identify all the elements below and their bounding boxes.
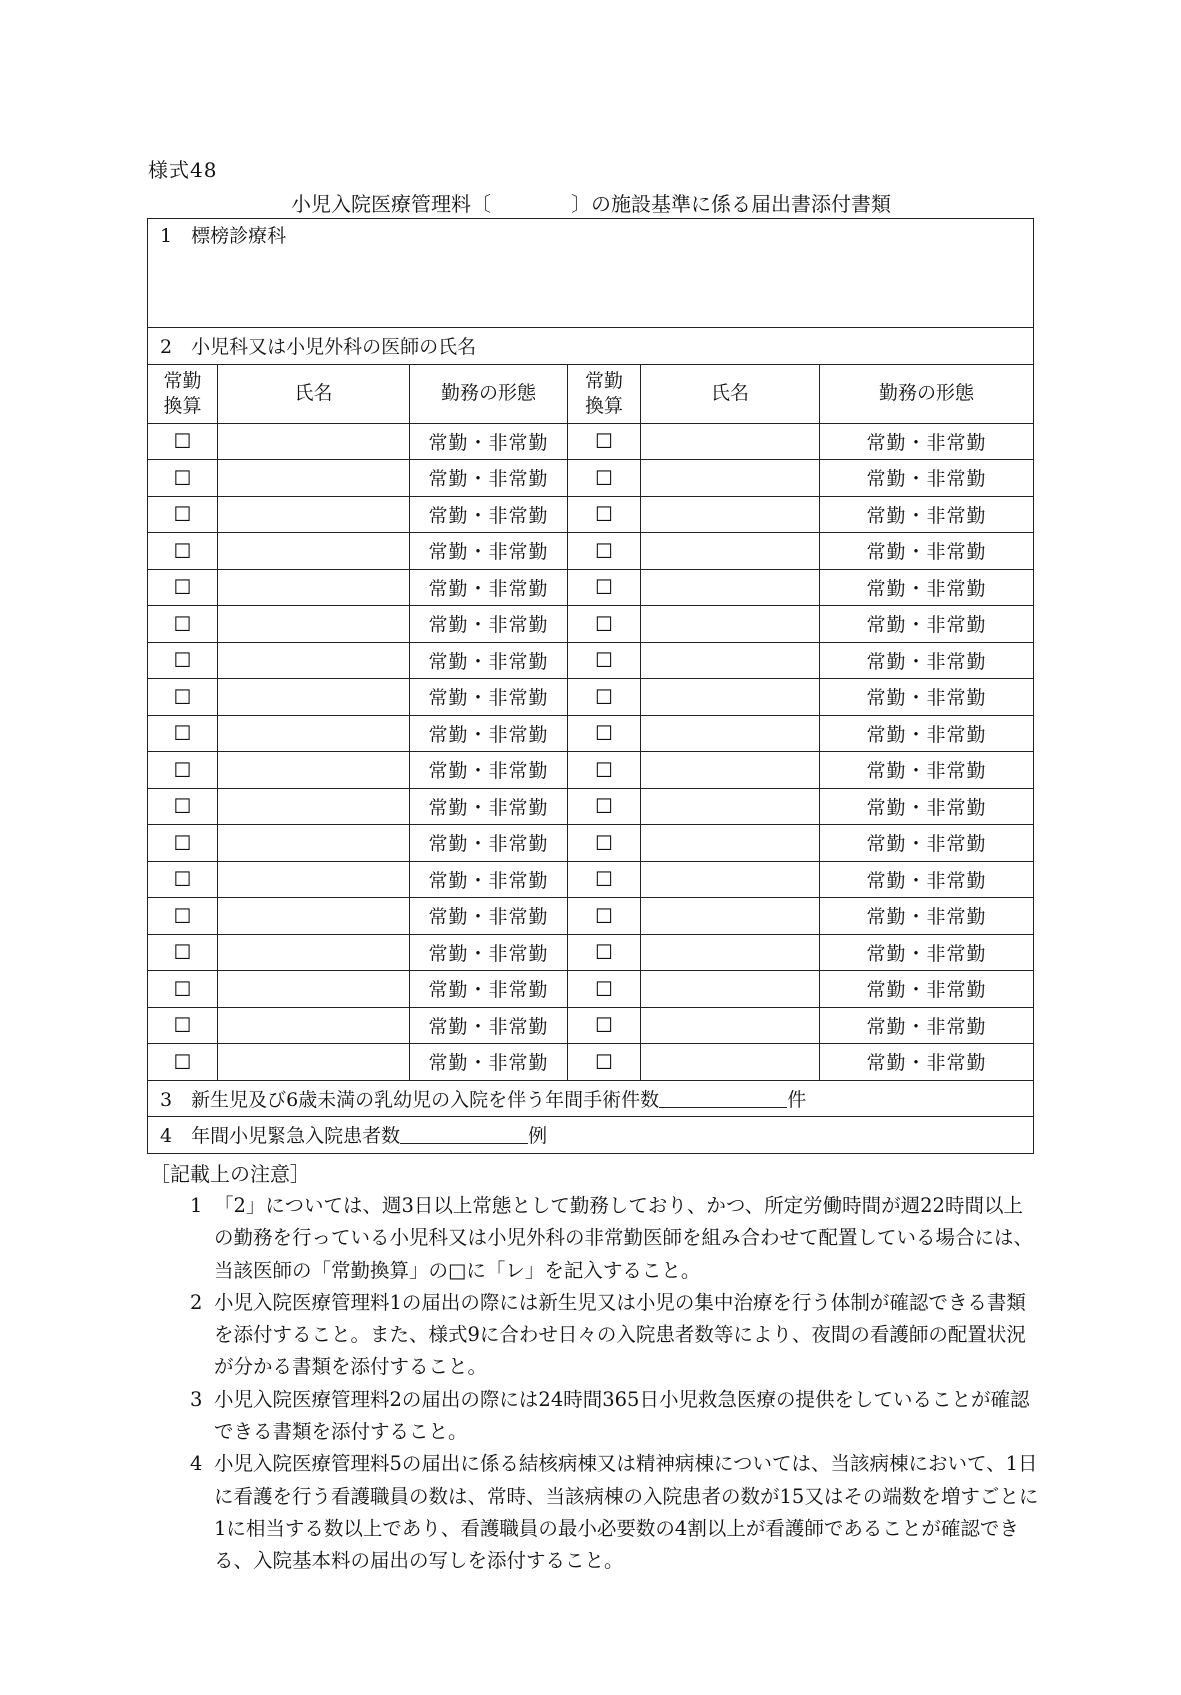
section-4-label: 4 年間小児緊急入院患者数 (160, 1125, 401, 1148)
doctor-name-cell[interactable] (218, 825, 410, 862)
conversion-checkbox[interactable]: ☐ (568, 825, 641, 862)
emergency-count-blank[interactable] (400, 1123, 528, 1144)
work-type-cell[interactable]: 常勤・非常勤 (410, 1044, 568, 1081)
conversion-checkbox[interactable]: ☐ (148, 825, 218, 862)
conversion-checkbox[interactable]: ☐ (568, 715, 641, 752)
conversion-checkbox[interactable]: ☐ (568, 533, 641, 570)
doctor-table-header (148, 364, 1034, 423)
doctor-name-cell[interactable] (218, 496, 410, 533)
document-title: 小児入院医療管理料〔 〕の施設基準に係る届出書添付書類 (291, 192, 891, 216)
work-type-cell[interactable]: 常勤・非常勤 (820, 423, 1034, 460)
conversion-checkbox[interactable]: ☐ (568, 971, 641, 1008)
note-text: 小児入院医療管理料1の届出の際には新生児又は小児の集中治療を行う体制が確認できる書類を添付すること。また、様式9に合わせ日々の入院患者数等により、夜間の看護師の配置状況が分かる書類を添付すること。 (214, 1290, 1026, 1379)
doctor-name-cell[interactable] (641, 861, 820, 898)
conversion-checkbox[interactable]: ☐ (568, 1044, 641, 1081)
work-type-cell[interactable]: 常勤・非常勤 (820, 715, 1034, 752)
conversion-checkbox[interactable]: ☐ (148, 569, 218, 606)
doctor-name-cell[interactable] (218, 642, 410, 679)
doctor-name-cell[interactable] (641, 934, 820, 971)
doctor-name-cell[interactable] (641, 898, 820, 935)
conversion-checkbox[interactable]: ☐ (148, 1007, 218, 1044)
conversion-checkbox[interactable]: ☐ (148, 460, 218, 497)
conversion-checkbox[interactable]: ☐ (568, 898, 641, 935)
conversion-checkbox[interactable]: ☐ (568, 460, 641, 497)
doctor-row (148, 898, 1034, 935)
doctor-row (148, 715, 1034, 752)
work-type-cell[interactable]: 常勤・非常勤 (820, 460, 1034, 497)
work-type-cell[interactable]: 常勤・非常勤 (820, 569, 1034, 606)
doctor-name-cell[interactable] (641, 606, 820, 643)
note-number: 2 (190, 1290, 203, 1314)
doctor-name-cell[interactable] (218, 752, 410, 789)
conversion-checkbox[interactable]: ☐ (568, 861, 641, 898)
conversion-checkbox[interactable]: ☐ (568, 496, 641, 533)
conversion-checkbox[interactable]: ☐ (568, 569, 641, 606)
section-3-label: 3 新生児及び6歳未満の乳幼児の入院を伴う年間手術件数 (160, 1088, 660, 1111)
doctor-row (148, 569, 1034, 606)
note-item (190, 1190, 1040, 1287)
doctor-name-cell[interactable] (218, 606, 410, 643)
form-number: 様式48 (148, 158, 218, 182)
conversion-checkbox[interactable]: ☐ (148, 752, 218, 789)
doctor-row (148, 460, 1034, 497)
work-type-cell[interactable]: 常勤・非常勤 (410, 460, 568, 497)
doctor-name-cell[interactable] (218, 1044, 410, 1081)
work-type-cell[interactable]: 常勤・非常勤 (410, 971, 568, 1008)
work-type-cell[interactable]: 常勤・非常勤 (410, 606, 568, 643)
doctor-name-cell[interactable] (641, 971, 820, 1008)
conversion-checkbox[interactable]: ☐ (148, 971, 218, 1008)
doctor-row (148, 825, 1034, 862)
conversion-checkbox[interactable]: ☐ (148, 423, 218, 460)
conversion-checkbox[interactable]: ☐ (568, 423, 641, 460)
doctor-name-cell[interactable] (218, 569, 410, 606)
work-type-cell[interactable]: 常勤・非常勤 (820, 1007, 1034, 1044)
work-type-cell[interactable]: 常勤・非常勤 (820, 934, 1034, 971)
note-item (190, 1287, 1040, 1384)
conversion-checkbox[interactable]: ☐ (148, 788, 218, 825)
doctor-name-cell[interactable] (218, 861, 410, 898)
doctor-row (148, 1007, 1034, 1044)
notes-heading: ［記載上の注意］ (150, 1162, 310, 1186)
doctor-row (148, 861, 1034, 898)
doctor-name-cell[interactable] (218, 898, 410, 935)
note-text: 小児入院医療管理料2の届出の際には24時間365日小児救急医療の提供をしていることが確認できる書類を添付すること。 (214, 1387, 1030, 1444)
name-header: 氏名 (218, 364, 410, 423)
conversion-checkbox[interactable]: ☐ (148, 606, 218, 643)
conversion-checkbox[interactable]: ☐ (568, 606, 641, 643)
doctor-name-cell[interactable] (641, 533, 820, 570)
section-1-label: 1 標榜診療科 (160, 225, 287, 247)
notes-list (190, 1190, 1040, 1578)
section-3-row (148, 1080, 1034, 1117)
work-type-cell[interactable]: 常勤・非常勤 (410, 752, 568, 789)
note-number: 4 (190, 1452, 203, 1476)
work-type-header-right: 勤務の形態 (820, 364, 1034, 423)
doctor-name-cell[interactable] (218, 971, 410, 1008)
conversion-checkbox[interactable]: ☐ (568, 752, 641, 789)
work-type-cell[interactable]: 常勤・非常勤 (410, 861, 568, 898)
doctor-row (148, 752, 1034, 789)
doctor-name-cell[interactable] (641, 825, 820, 862)
doctor-row (148, 1044, 1034, 1081)
conversion-checkbox[interactable]: ☐ (148, 1044, 218, 1081)
doctor-name-cell[interactable] (218, 533, 410, 570)
work-type-header: 勤務の形態 (410, 364, 568, 423)
conversion-header: 常勤 換算 (148, 364, 218, 423)
doctor-row (148, 423, 1034, 460)
doctor-name-cell[interactable] (641, 715, 820, 752)
conversion-checkbox[interactable]: ☐ (148, 679, 218, 716)
doctor-name-cell[interactable] (218, 788, 410, 825)
doctor-row (148, 496, 1034, 533)
doctor-name-cell[interactable] (641, 1044, 820, 1081)
conversion-checkbox[interactable]: ☐ (148, 496, 218, 533)
conversion-checkbox[interactable]: ☐ (148, 934, 218, 971)
conversion-checkbox[interactable]: ☐ (148, 715, 218, 752)
work-type-cell[interactable]: 常勤・非常勤 (820, 971, 1034, 1008)
specialty-field[interactable] (148, 219, 1034, 328)
note-text: 小児入院医療管理料5の届出に係る結核病棟又は精神病棟については、当該病棟において、1日に看護を行う看護職員の数は、常時、当該病棟の入院患者の数が15又はその端数を増すごとに1に相当する数以上であり、看護職員の最小必要数の4割以上が看護師であることが確認できる、入院基本料の届出の写しを添付すること。 (214, 1452, 1039, 1573)
doctor-name-cell[interactable] (218, 1007, 410, 1044)
work-type-cell[interactable]: 常勤・非常勤 (410, 715, 568, 752)
conversion-checkbox[interactable]: ☐ (568, 642, 641, 679)
work-type-cell[interactable]: 常勤・非常勤 (820, 606, 1034, 643)
work-type-cell[interactable]: 常勤・非常勤 (410, 533, 568, 570)
doctor-row (148, 606, 1034, 643)
note-item (190, 1384, 1040, 1449)
note-text: 「2」については、週3日以上常態として勤務しており、かつ、所定労働時間が週22時間以上の勤務を行っている小児科又は小児外科の非常勤医師を組み合わせて配置している場合には、当該医師の「常勤換算」の□に「レ」を記入すること。 (214, 1194, 1034, 1282)
conversion-header-right: 常勤 換算 (568, 364, 641, 423)
doctor-row (148, 533, 1034, 570)
section-1-row (148, 219, 1034, 328)
work-type-cell[interactable]: 常勤・非常勤 (410, 934, 568, 971)
doctor-name-cell[interactable] (218, 679, 410, 716)
work-type-cell[interactable]: 常勤・非常勤 (820, 642, 1034, 679)
doctor-name-cell[interactable] (218, 934, 410, 971)
doctor-row (148, 788, 1034, 825)
work-type-cell[interactable]: 常勤・非常勤 (820, 496, 1034, 533)
work-type-cell[interactable]: 常勤・非常勤 (820, 1044, 1034, 1081)
doctor-name-cell[interactable] (218, 423, 410, 460)
doctor-row (148, 679, 1034, 716)
name-header-right: 氏名 (641, 364, 820, 423)
work-type-cell[interactable]: 常勤・非常勤 (410, 496, 568, 533)
conversion-checkbox[interactable]: ☐ (148, 898, 218, 935)
doctor-name-cell[interactable] (641, 679, 820, 716)
conversion-checkbox[interactable]: ☐ (148, 861, 218, 898)
work-type-cell[interactable]: 常勤・非常勤 (410, 423, 568, 460)
work-type-cell[interactable]: 常勤・非常勤 (410, 788, 568, 825)
doctor-name-cell[interactable] (641, 788, 820, 825)
doctor-row (148, 934, 1034, 971)
surgery-count-blank[interactable] (659, 1087, 787, 1108)
doctor-row (148, 971, 1034, 1008)
application-form-table (147, 218, 1034, 1154)
work-type-cell[interactable]: 常勤・非常勤 (820, 898, 1034, 935)
work-type-cell[interactable]: 常勤・非常勤 (410, 642, 568, 679)
conversion-checkbox[interactable]: ☐ (568, 788, 641, 825)
emergency-admission-count-field[interactable] (148, 1117, 1034, 1154)
conversion-checkbox[interactable]: ☐ (568, 934, 641, 971)
work-type-cell[interactable]: 常勤・非常勤 (410, 898, 568, 935)
doctor-name-cell[interactable] (641, 642, 820, 679)
work-type-cell[interactable]: 常勤・非常勤 (820, 679, 1034, 716)
doctor-name-cell[interactable] (641, 752, 820, 789)
section-4-unit: 例 (528, 1125, 548, 1148)
work-type-cell[interactable]: 常勤・非常勤 (410, 679, 568, 716)
doctor-name-cell[interactable] (218, 715, 410, 752)
work-type-cell[interactable]: 常勤・非常勤 (820, 825, 1034, 862)
work-type-cell[interactable]: 常勤・非常勤 (820, 861, 1034, 898)
section-3-unit: 件 (787, 1088, 807, 1111)
doctor-name-cell[interactable] (641, 569, 820, 606)
doctor-row (148, 642, 1034, 679)
note-number: 3 (190, 1387, 203, 1411)
work-type-cell[interactable]: 常勤・非常勤 (410, 569, 568, 606)
note-item (190, 1448, 1040, 1577)
doctor-name-cell[interactable] (641, 423, 820, 460)
work-type-cell[interactable]: 常勤・非常勤 (820, 752, 1034, 789)
section-2-label: 2 小児科又は小児外科の医師の氏名 (148, 328, 1034, 365)
conversion-checkbox[interactable]: ☐ (568, 679, 641, 716)
doctor-name-cell[interactable] (641, 496, 820, 533)
doctor-name-cell[interactable] (641, 1007, 820, 1044)
section-2-row (148, 328, 1034, 365)
work-type-cell[interactable]: 常勤・非常勤 (410, 825, 568, 862)
conversion-checkbox[interactable]: ☐ (148, 533, 218, 570)
work-type-cell[interactable]: 常勤・非常勤 (820, 788, 1034, 825)
doctor-name-cell[interactable] (218, 460, 410, 497)
doctor-name-cell[interactable] (641, 460, 820, 497)
section-4-row (148, 1117, 1034, 1154)
conversion-checkbox[interactable]: ☐ (568, 1007, 641, 1044)
conversion-checkbox[interactable]: ☐ (148, 642, 218, 679)
work-type-cell[interactable]: 常勤・非常勤 (410, 1007, 568, 1044)
annual-surgery-count-field[interactable] (148, 1080, 1034, 1117)
note-number: 1 (190, 1194, 203, 1217)
work-type-cell[interactable]: 常勤・非常勤 (820, 533, 1034, 570)
